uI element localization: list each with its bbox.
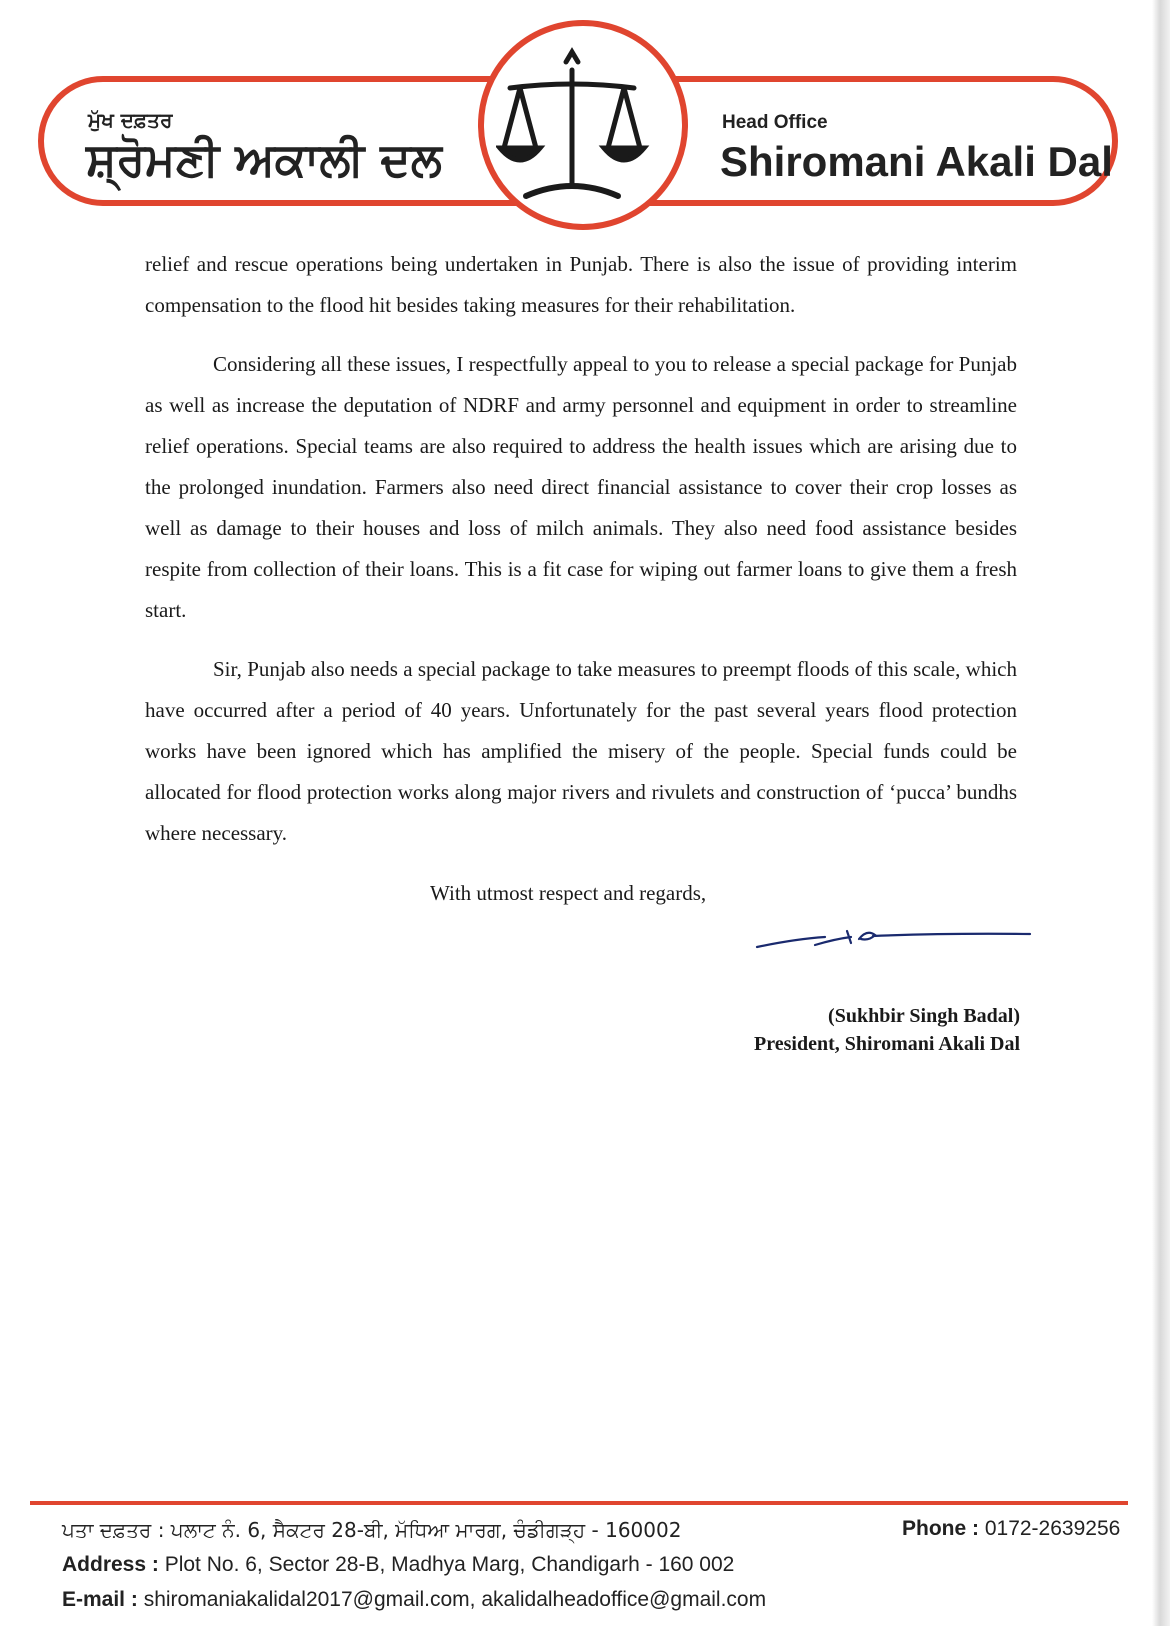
- footer-phone: [902, 1517, 1120, 1541]
- paragraph-2: Considering all these issues, I respectfully appeal to you to release a special package for Punjab as well as increase the deputation of NDRF and army personnel and equipment in order to streamline relief operations. Special teams are also required to address the health issues which are arising due to the prolonged inundation. Farmers also need direct financial assistance to cover their crop losses as well as damage to their houses and loss of milch animals. They also need food assistance besides respite from collection of their loans. This is a fit case for wiping out farmer loans to give them a fresh start.: [145, 352, 1017, 622]
- letter-body: [145, 244, 1017, 854]
- scales-of-justice-icon: [496, 36, 671, 211]
- signature-icon: [755, 925, 1035, 955]
- phone-value: 0172-2639256: [984, 1517, 1121, 1540]
- footer-email: [62, 1588, 766, 1612]
- footer-punjabi-address: ਪਤਾ ਦਫ਼ਤਰ : ਪਲਾਟ ਨੰ. 6, ਸੈਕਟਰ 28-ਬੀ, ਮੱਧਿਆ ਮਾਰਗ, ਚੰਡੀਗੜ੍ਹ - 160002: [62, 1518, 682, 1542]
- footer-address: [62, 1553, 734, 1577]
- letterhead-emblem: [478, 20, 688, 230]
- address-value: Plot No. 6, Sector 28-B, Madhya Marg, Chandigarh - 160 002: [164, 1553, 735, 1576]
- footer-divider: [30, 1501, 1128, 1505]
- paragraph-3: Sir, Punjab also needs a special package to take measures to preempt floods of this scale, which have occurred after a period of 40 years. Unfortunately for the past several years flood protection works have been ignored which has amplified the misery of the people. Special funds could be allocated for flood protection works along major rivers and rivulets and construction of ‘pucca’ bundhs where necessary.: [145, 657, 1017, 845]
- letterhead-english-title: Shiromani Akali Dal: [720, 138, 1113, 185]
- letterhead-punjabi-subtitle: ਮੁੱਖ ਦਫ਼ਤਰ: [88, 108, 173, 132]
- signer-block: [754, 1002, 1020, 1058]
- email-label: E-mail :: [62, 1588, 138, 1611]
- address-label: Address :: [62, 1553, 159, 1576]
- page-edge-shadow: [1152, 0, 1170, 1626]
- phone-label: Phone :: [902, 1517, 979, 1540]
- letterhead-english-subtitle: Head Office: [722, 112, 828, 133]
- closing-line: With utmost respect and regards,: [430, 881, 707, 905]
- email-value: shiromaniakalidal2017@gmail.com, akalidalheadoffice@gmail.com: [143, 1588, 767, 1611]
- signer-title: President, Shiromani Akali Dal: [754, 1033, 1020, 1055]
- signer-name: (Sukhbir Singh Badal): [828, 1005, 1020, 1027]
- paragraph-1: relief and rescue operations being undertaken in Punjab. There is also the issue of providing interim compensation to the flood hit besides taking measures for their rehabilitation.: [145, 252, 1017, 317]
- letterhead-punjabi-title: ਸ਼੍ਰੋਮਣੀ ਅਕਾਲੀ ਦਲ: [86, 132, 442, 186]
